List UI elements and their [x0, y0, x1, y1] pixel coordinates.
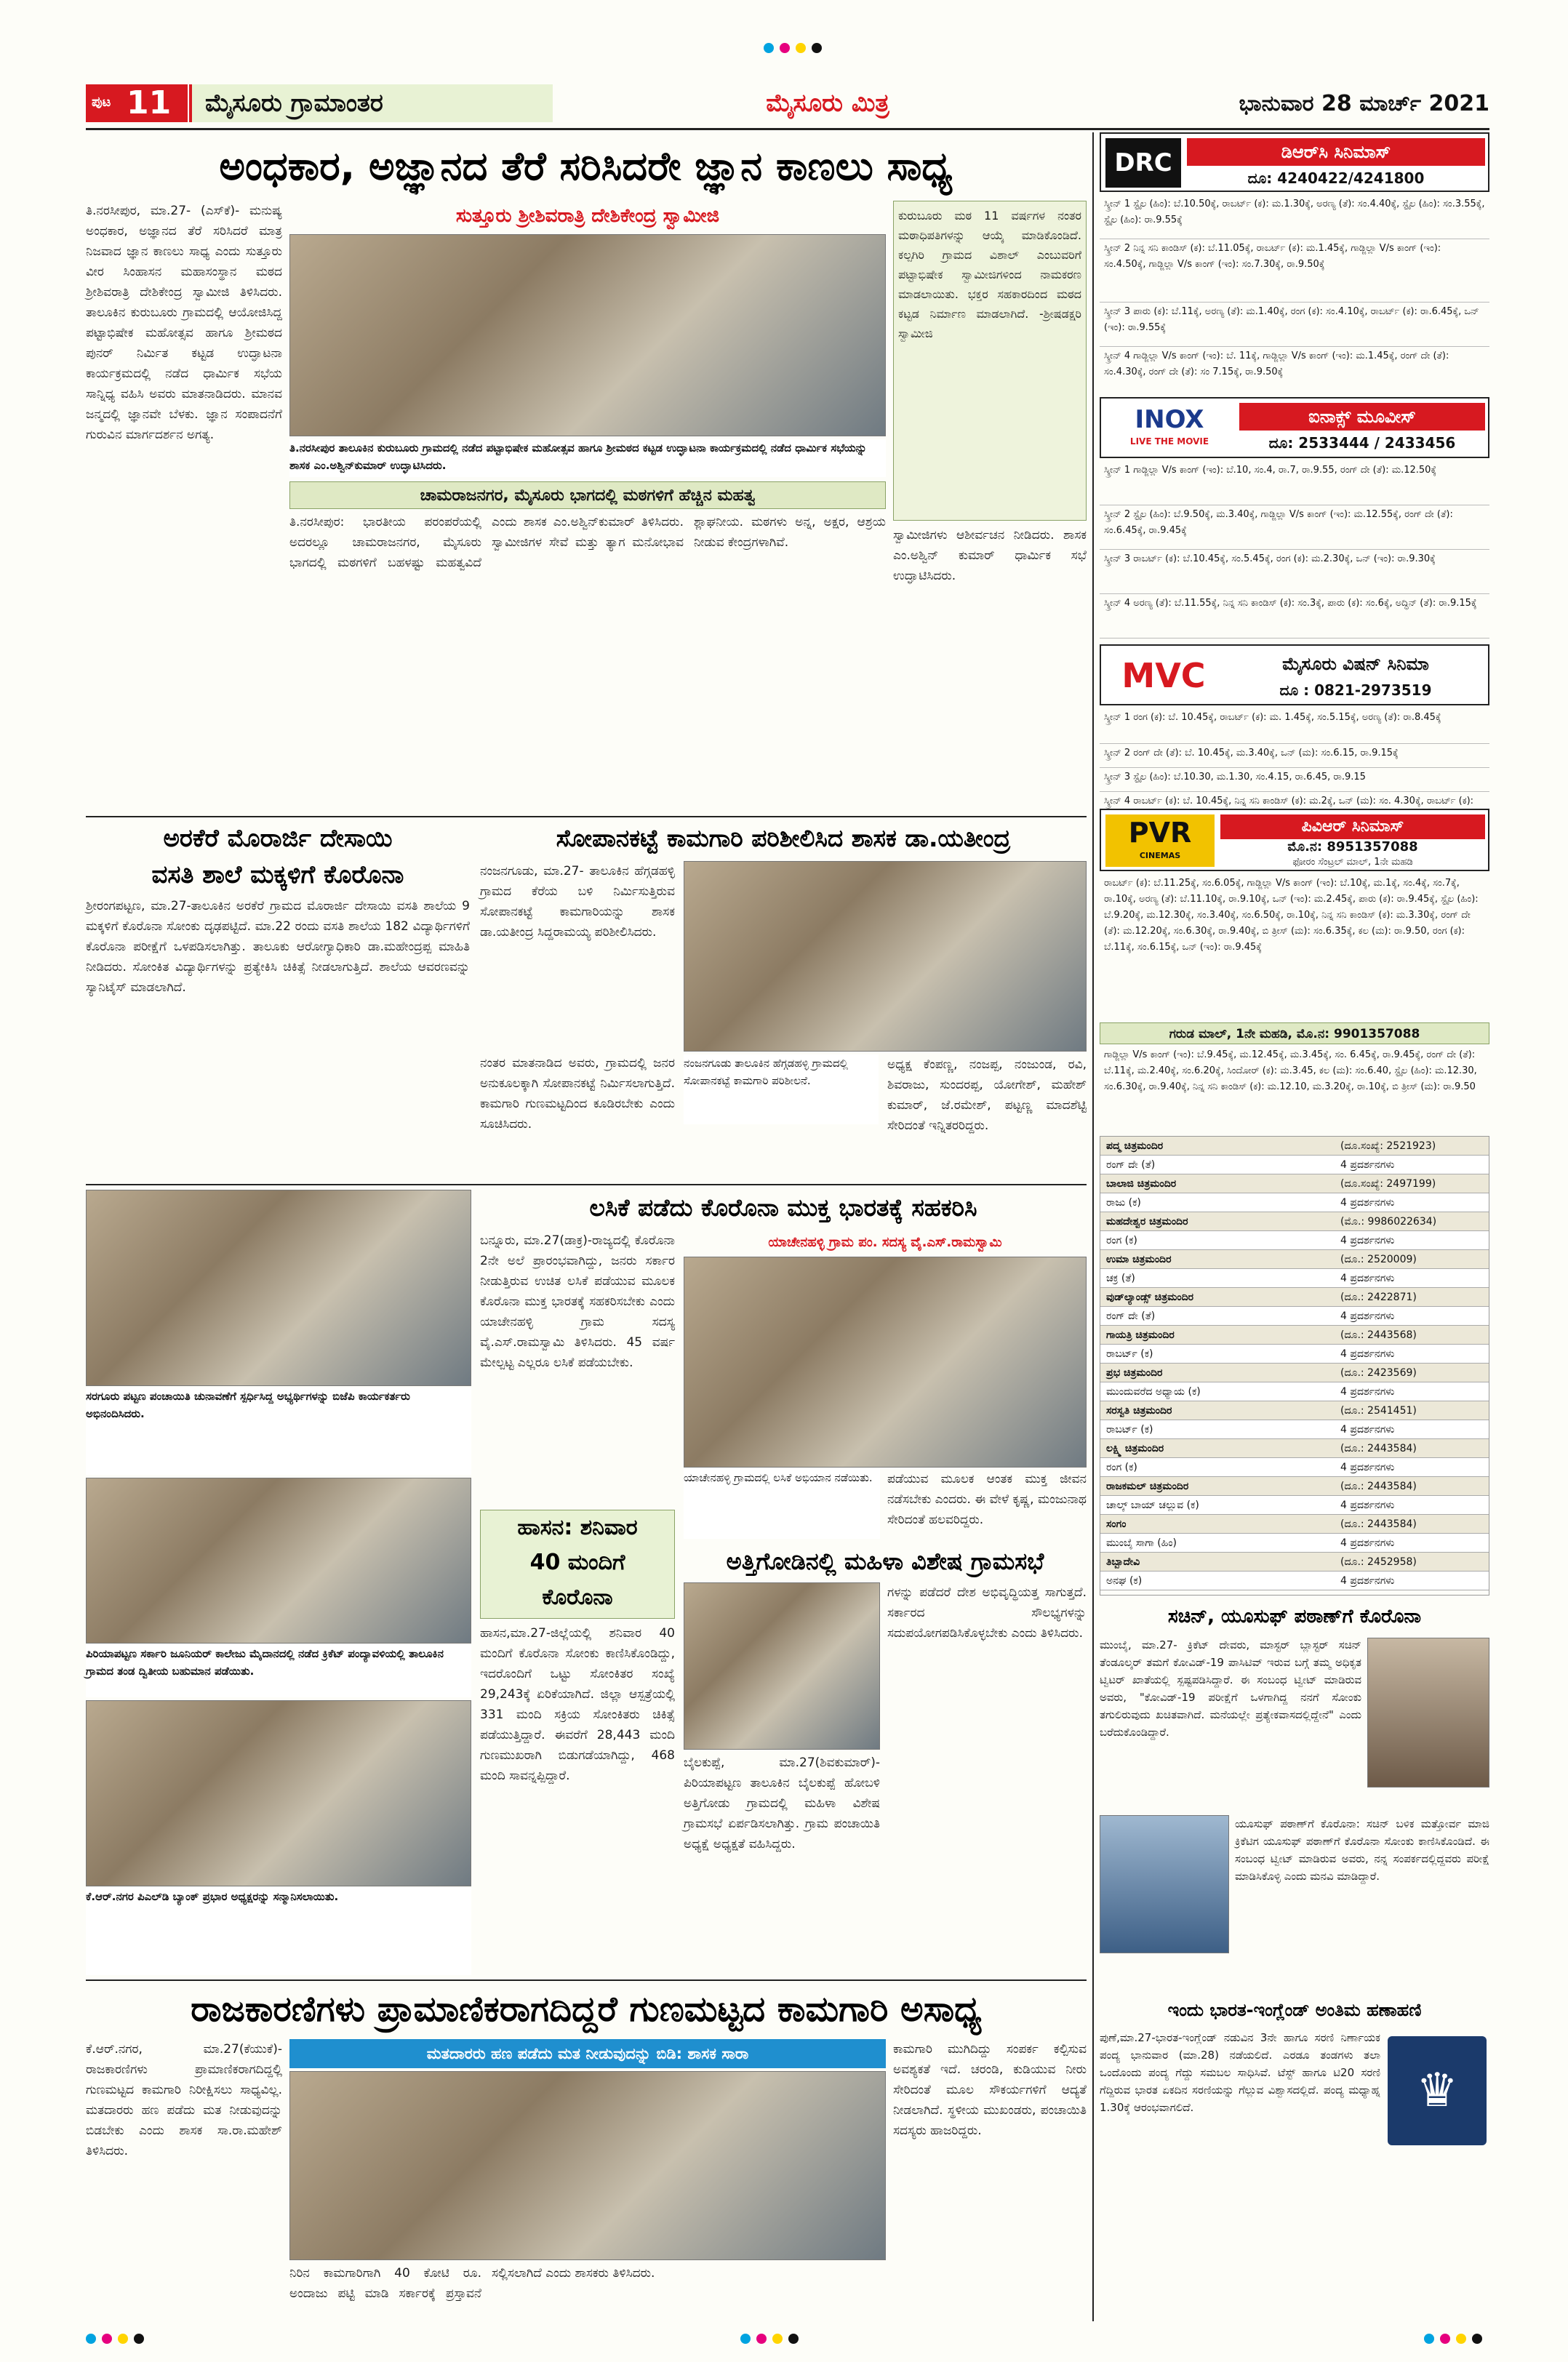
- theatre-detail: (ದೂ.: 2422871): [1340, 1292, 1417, 1303]
- registration-dot: [780, 43, 790, 53]
- theatre-name-row: [1100, 1364, 1489, 1382]
- theatre-label: ಪದ್ಮ ಚಿತ್ರಮಂದಿರ: [1106, 1140, 1164, 1152]
- theatre-label: ರಾಬರ್ಟ್ (ಕ): [1106, 1424, 1153, 1436]
- rajakarana-photo: [289, 2071, 886, 2260]
- theatre-label: ರಂಗ್ ದೇ (ತೆ): [1106, 1159, 1156, 1171]
- theatre-label: ಮುಂಬೈ ಸಾಗಾ (ಹಿಂ): [1106, 1537, 1177, 1549]
- hassan-headline-line1: ಹಾಸನ: ಶನಿವಾರ: [517, 1515, 638, 1540]
- section-rule-2: [86, 1184, 1087, 1185]
- inox-name: ಐನಾಕ್ಸ್ ಮೂವೀಸ್: [1239, 403, 1485, 431]
- theatre-label: ಚಕ್ರ (ತೆ): [1106, 1273, 1135, 1284]
- registration-dot: [772, 2334, 783, 2344]
- pvr-schedule: [1100, 874, 1489, 1020]
- theatre-detail: 4 ಪ್ರದರ್ಶನಗಳು: [1340, 1197, 1395, 1209]
- page-number: 11: [127, 84, 172, 121]
- rajakarana-col4-text: ಕಾಮಗಾರಿ ಮುಗಿದಿದ್ದು ಸಂಪರ್ಕ ಕಲ್ಪಿಸುವ ಅವಶ್ಯಕತೆ ಇದೆ. ಚರಂಡಿ, ಕುಡಿಯುವ ನೀರು ಸೇರಿದಂತೆ ಮೂಲ ಸೌಕರ್ಯಗಳಿಗೆ ಆದ್ಯತೆ ನೀಡಲಾಗಿದೆ. ಸ್ಥಳೀಯ ಮುಖಂಡರು, ಪಂಚಾಯಿತಿ ಸದಸ್ಯರು ಹಾಜರಿದ್ದರು.: [893, 2042, 1087, 2138]
- theatre-detail: 4 ಪ್ರದರ್ಶನಗಳು: [1340, 1462, 1395, 1473]
- lead-subhead: ಸುತ್ತೂರು ಶ್ರೀಶಿವರಾತ್ರಿ ದೇಶಿಕೇಂದ್ರ ಸ್ವಾಮೀಜಿ: [455, 205, 720, 227]
- theatre-label: ಸಂಗಂ: [1106, 1518, 1127, 1530]
- theatre-detail: (ದೂ.: 2452958): [1340, 1556, 1417, 1568]
- registration-dot: [134, 2334, 144, 2344]
- morarji-headline-line1: ಅರಕೆರೆ ಮೊರಾರ್ಜಿ ದೇಸಾಯಿ: [163, 824, 393, 853]
- newspaper-logo: ಮೈಸೂರು ಮಿತ್ರ: [766, 89, 889, 118]
- left-photo-1-caption: ಸರಗೂರು ಪಟ್ಟಣ ಪಂಚಾಯಿತಿ ಚುನಾವಣೆಗೆ ಸ್ಪರ್ಧಿಸಿದ್ದ ಅಭ್ಯರ್ಥಿಗಳನ್ನು ಬಿಜೆಪಿ ಕಾರ್ಯಕರ್ತರು ಅಭಿನಂದಿಸಿದರು.: [86, 1388, 471, 1475]
- mvc-phone: ದೂ : 0821-2973519: [1279, 681, 1432, 699]
- theatre-show-row: [1100, 1496, 1489, 1515]
- theatre-detail: (ದೂ.: 2520009): [1340, 1254, 1417, 1265]
- registration-dot: [740, 2334, 751, 2344]
- sopana-photo: [684, 861, 1087, 1052]
- theatre-detail: (ದೂ.: 2443584): [1340, 1443, 1417, 1454]
- lasike-caption: ಯಾಚೇನಹಳ್ಳಿ ಗ್ರಾಮದಲ್ಲಿ ಲಸಿಕೆ ಅಭಿಯಾನ ನಡೆಯಿತು.: [684, 1469, 880, 1539]
- theatre-name-row: [1100, 1477, 1489, 1496]
- registration-marks-top: [764, 41, 829, 55]
- theatre-name-row: [1100, 1137, 1489, 1156]
- left-photo-2-caption: ಪಿರಿಯಾಪಟ್ಟಣ ಸರ್ಕಾರಿ ಜೂನಿಯರ್ ಕಾಲೇಜು ಮೈದಾನದಲ್ಲಿ ನಡೆದ ಕ್ರಿಕೆಟ್ ಪಂದ್ಯಾವಳಿಯಲ್ಲಿ ತಾಲೂಕಿನ ಗ್ರಾಮದ ತಂಡ ದ್ವಿತೀಯ ಬಹುಮಾನ ಪಡೆಯಿತು.: [86, 1645, 471, 1697]
- theatre-detail: (ದೂ.: 2541451): [1340, 1405, 1417, 1417]
- theatre-list: [1100, 1136, 1489, 1596]
- lasike-headline: ಲಸಿಕೆ ಪಡೆದು ಕೊರೊನಾ ಮುಕ್ತ ಭಾರತಕ್ಕೆ ಸಹಕರಿಸಿ: [589, 1193, 977, 1222]
- registration-dot: [1456, 2334, 1466, 2344]
- drc-screen-row: ಸ್ಕ್ರೀನ್ 4 ಗಾಡ್ಜಿಲ್ಲಾ V/s ಕಾಂಗ್ (ಇಂ): ಬೆ. 11ಕ್ಕೆ, ಗಾಡ್ಜಿಲ್ಲಾ V/s ಕಾಂಗ್ (ಇಂ): ಮ.1.45ಕ್ಕೆ, ರಂಗ್ ದೇ (ತೆ): ಸಂ.4.30ಕ್ಕೆ, ರಂಗ್ ದೇ (ತೆ): ಸಂ 7.15ಕ್ಕೆ, ರಾ.9.50ಕ್ಕೆ: [1100, 347, 1489, 403]
- lead-col1-text: ತಿ.ನರಸೀಪುರ, ಮಾ.27- (ಎಸ್‌ಕೆ)- ಮನುಷ್ಯ ಅಂಧಕಾರ, ಅಜ್ಞಾನದ ತೆರೆ ಸರಿಸಿದರೆ ಮಾತ್ರ ನಿಜವಾದ ಜ್ಞಾನ ಕಾಣಲು ಸಾಧ್ಯ ಎಂದು ಸುತ್ತೂರು ವೀರ ಸಿಂಹಾಸನ ಮಹಾಸಂಸ್ಥಾನ ಮಠದ ಶ್ರೀಶಿವರಾತ್ರಿ ದೇಶಿಕೇಂದ್ರ ಸ್ವಾಮೀಜಿ ತಿಳಿಸಿದರು. ತಾಲೂಕಿನ ಕುರುಬೂರು ಗ್ರಾಮದಲ್ಲಿ ಆಯೋಜಿಸಿದ್ದ ಪಟ್ಟಾಭಿಷೇಕ ಮಹೋತ್ಸವ ಹಾಗೂ ಶ್ರೀಮಠದ ಪುನರ್ ನಿರ್ಮಿತ ಕಟ್ಟಡ ಉದ್ಘಾಟನಾ ಕಾರ್ಯಕ್ರಮದಲ್ಲಿ ನಡೆದ ಧಾರ್ಮಿಕ ಸಭೆಯ ಸಾನ್ನಿಧ್ಯ ವಹಿಸಿ ಅವರು ಮಾತನಾಡಿದರು. ಮಾನವ ಜನ್ಮದಲ್ಲಿ ಜ್ಞಾನವೇ ಬೆಳಕು. ಜ್ಞಾನ ಸಂಪಾದನೆಗೆ ಗುರುವಿನ ಮಾರ್ಗದರ್ಶನ ಅಗತ್ಯ.: [86, 204, 282, 442]
- inox-screen-row: ಸ್ಕ್ರೀನ್ 2 ಸ್ಟೈಲ (ಹಿಂ): ಬೆ.9.50ಕ್ಕೆ, ಮ.3.40ಕ್ಕೆ, ಗಾಡ್ಜಿಲ್ಲಾ V/s ಕಾಂಗ್ (ಇಂ): ಮ.12.55ಕ್ಕೆ, ರಂಗ್ ದೇ (ತೆ): ಸಂ.6.45ಕ್ಕೆ, ರಾ.9.45ಕ್ಕೆ: [1100, 505, 1489, 550]
- drc-schedule: [1100, 195, 1489, 391]
- theatre-label: ಲಕ್ಷ್ಮಿ ಚಿತ್ರಮಂದಿರ: [1106, 1443, 1164, 1454]
- sachin-text-1: ಮುಂಬೈ, ಮಾ.27- ಕ್ರಿಕೆಟ್ ದೇವರು, ಮಾಸ್ಟರ್ ಬ್ಲಾಸ್ಟರ್ ಸಚಿನ್ ತೆಂಡೂಲ್ಕರ್ ತಮಗೆ ಕೋವಿಡ್-19 ಪಾಸಿಟಿವ್ ಇರುವ ಬಗ್ಗೆ ತಮ್ಮ ಅಧಿಕೃತ ಟ್ವಿಟರ್ ಖಾತೆಯಲ್ಲಿ ಸ್ಪಷ್ಟಪಡಿಸಿದ್ದಾರೆ. ಈ ಸಂಬಂಧ ಟ್ವೀಟ್ ಮಾಡಿರುವ ಅವರು, "ಕೋವಿಡ್-19 ಪರೀಕ್ಷೆಗೆ ಒಳಗಾಗಿದ್ದ ನನಗೆ ಸೋಂಕು ತಗುಲಿರುವುದು ಖಚಿತವಾಗಿದೆ. ಮನೆಯಲ್ಲೇ ಪ್ರತ್ಯೇಕವಾಸದಲ್ಲಿದ್ದೇನೆ" ಎಂದು ಬರೆದುಕೊಂಡಿದ್ದಾರೆ.: [1100, 1638, 1361, 1739]
- inox-screen-row: ಸ್ಕ್ರೀನ್ 4 ಅರಣ್ಯ (ತೆ): ಬೆ.11.55ಕ್ಕೆ, ನಿನ್ನ ಸನಿ ಕಾಂಡಿಸ್ (ಕ): ಸಂ.3ಕ್ಕೆ, ಪಾರು (ಕ): ಸಂ.6ಕ್ಕೆ, ಅದ್ಧಿನ್ (ತೆ): ರಾ.9.15ಕ್ಕೆ: [1100, 594, 1489, 638]
- inox-phone: ದೂ: 2533444 / 2433456: [1268, 434, 1456, 452]
- yusuf-photo: [1100, 1815, 1229, 1953]
- section-rule-3: [86, 1979, 1087, 1981]
- theatre-name-row: [1100, 1326, 1489, 1345]
- registration-dot: [118, 2334, 128, 2344]
- theatre-detail: (ದೂ.: 2443568): [1340, 1329, 1417, 1341]
- sachin-photo: [1367, 1638, 1489, 1787]
- odi-headline: ಇಂದು ಭಾರತ-ಇಂಗ್ಲೆಂಡ್ ಅಂತಿಮ ಹಣಾಹಣಿ: [1167, 2000, 1422, 2020]
- theatre-label: ಗಾಯತ್ರಿ ಚಿತ್ರಮಂದಿರ: [1106, 1329, 1175, 1341]
- mahila-headline: ಅತ್ತಿಗೋಡಿನಲ್ಲಿ ಮಹಿಳಾ ವಿಶೇಷ ಗ್ರಾಮಸಭೆ: [726, 1548, 1044, 1575]
- mvc-cinema-box: [1100, 644, 1489, 705]
- theatre-label: ಬಾಲಾಜಿ ಚಿತ್ರಮಂದಿರ: [1106, 1178, 1177, 1190]
- rajakarana-col2-text: ನಿರಿನ ಕಾಮಗಾರಿಗಾಗಿ 40 ಕೋಟಿ ರೂ. ಅಂದಾಜು ಪಟ್ಟಿ ಮಾಡಿ ಸರ್ಕಾರಕ್ಕೆ ಪ್ರಸ್ತಾವನೆ ಸಲ್ಲಿಸಲಾಗಿದೆ ಎಂದು ಶಾಸಕರು ತಿಳಿಸಿದರು.: [289, 2266, 655, 2301]
- theatre-show-row: [1100, 1382, 1489, 1401]
- theatre-label: ಉಮಾ ಚಿತ್ರಮಂದಿರ: [1106, 1254, 1172, 1265]
- theatre-label: ಮುಂದುವರೆದ ಅಧ್ಯಾಯ (ಕ): [1106, 1386, 1201, 1398]
- theatre-show-row: [1100, 1420, 1489, 1439]
- theatre-label: ಮಹದೇಶ್ವರ ಚಿತ್ರಮಂದಿರ: [1106, 1216, 1188, 1228]
- registration-marks-bottom: [86, 2331, 1489, 2346]
- chamarajanagar-col4-text: ಸ್ವಾಮೀಜಿಗಳು ಆಶೀರ್ವಚನ ನೀಡಿದರು. ಶಾಸಕ ಎಂ.ಅಶ್ವಿನ್ ಕುಮಾರ್ ಧಾರ್ಮಿಕ ಸಭೆ ಉದ್ಘಾಟಿಸಿದರು.: [893, 528, 1087, 583]
- theatre-name-row: [1100, 1212, 1489, 1231]
- lions-emblem-icon: ♛: [1416, 2064, 1458, 2118]
- registration-dot: [788, 2334, 799, 2344]
- registration-dot: [86, 2334, 96, 2344]
- theatre-name-row: [1100, 1250, 1489, 1269]
- odi-text: ಪುಣೆ,ಮಾ.27-ಭಾರತ-ಇಂಗ್ಲೆಂಡ್ ನಡುವಿನ 3ನೇ ಹಾಗೂ ಸರಣಿ ನಿರ್ಣಾಯಕ ಪಂದ್ಯ ಭಾನುವಾರ (ಮಾ.28) ನಡೆಯಲಿದೆ. ಎರಡೂ ತಂಡಗಳು ತಲಾ ಒಂದೊಂದು ಪಂದ್ಯ ಗೆದ್ದು ಸಮಬಲ ಸಾಧಿಸಿವೆ. ಟೆಸ್ಟ್ ಹಾಗೂ ಟಿ20 ಸರಣಿ ಗೆದ್ದಿರುವ ಭಾರತ ಏಕದಿನ ಸರಣಿಯನ್ನು ಗೆಲ್ಲುವ ವಿಶ್ವಾಸದಲ್ಲಿದೆ. ಪಂದ್ಯ ಮಧ್ಯಾಹ್ನ 1.30ಕ್ಕೆ ಆರಂಭವಾಗಲಿದೆ.: [1100, 2031, 1380, 2114]
- garuda-header: ಗರುಡ ಮಾಲ್, 1ನೇ ಮಹಡಿ, ಮೊ.ನ: 9901357088: [1100, 1022, 1489, 1044]
- left-photo-2: [86, 1478, 471, 1644]
- theatre-show-row: [1100, 1307, 1489, 1326]
- theatre-show-row: [1100, 1458, 1489, 1477]
- drc-phone: ದೂ: 4240422/4241800: [1247, 169, 1425, 187]
- theatre-show-row: [1100, 1193, 1489, 1212]
- sopana-headline: ಸೋಪಾನಕಟ್ಟೆ ಕಾಮಗಾರಿ ಪರಿಶೀಲಿಸಿದ ಶಾಸಕ ಡಾ.ಯತೀಂದ್ರ: [556, 824, 1011, 852]
- theatre-show-row: [1100, 1572, 1489, 1590]
- lead-photo-caption: ತಿ.ನರಸೀಪುರ ತಾಲೂಕಿನ ಕುರುಬೂರು ಗ್ರಾಮದಲ್ಲಿ ನಡೆದ ಪಟ್ಟಾಭಿಷೇಕ ಮಹೋತ್ಸವ ಹಾಗೂ ಶ್ರೀಮಠದ ಕಟ್ಟಡ ಉದ್ಘಾಟನಾ ಕಾರ್ಯಕ್ರಮದಲ್ಲಿ ನಡೆದ ಧಾರ್ಮಿಕ ಸಭೆಯನ್ನು ಶಾಸಕ ಎಂ.ಅಶ್ವಿನ್‌ಕುಮಾರ್ ಉದ್ಘಾಟಿಸಿದರು.: [289, 439, 886, 477]
- theatre-name-row: [1100, 1515, 1489, 1534]
- theatre-label: ಪ್ರಭ ಚಿತ್ರಮಂದಿರ: [1106, 1367, 1163, 1379]
- theatre-show-row: [1100, 1269, 1489, 1288]
- theatre-name-row: [1100, 1288, 1489, 1307]
- lasike-text: ಬನ್ನೂರು, ಮಾ.27(ಡಾಕ್ರ)-ರಾಜ್ಯದಲ್ಲಿ ಕೊರೊನಾ 2ನೇ ಅಲೆ ಪ್ರಾರಂಭವಾಗಿದ್ದು, ಜನರು ಸರ್ಕಾರ ನೀಡುತ್ತಿರುವ ಉಚಿತ ಲಸಿಕೆ ಪಡೆಯುವ ಮೂಲಕ ಕೊರೊನಾ ಮುಕ್ತ ಭಾರತಕ್ಕೆ ಸಹಕರಿಸಬೇಕು ಎಂದು ಯಾಚೇನಹಳ್ಳಿ ಗ್ರಾಮ ಸದಸ್ಯ ವೈ.ಎಸ್.ರಾಮಸ್ವಾಮಿ ತಿಳಿಸಿದರು. 45 ವರ್ಷ ಮೇಲ್ಪಟ್ಟ ಎಲ್ಲರೂ ಲಸಿಕೆ ಪಡೆಯಬೇಕು.: [480, 1233, 675, 1370]
- hassan-headline-line3: ಕೊರೊನಾ: [542, 1585, 613, 1610]
- column-divider: [1092, 132, 1094, 2321]
- theatre-label: ರಾಜು (ಕ): [1106, 1197, 1141, 1209]
- pvr-phone: ಮೊ.ನ: 8951357088: [1287, 839, 1418, 854]
- lasike-subhead: ಯಾಚೇನಹಳ್ಳಿ ಗ್ರಾಮ ಪಂ. ಸದಸ್ಯ ವೈ.ಎಸ್.ರಾಮಸ್ವಾಮಿ: [768, 1235, 1002, 1250]
- lead-headline: ಅಂಧಕಾರ, ಅಜ್ಞಾನದ ತೆರೆ ಸರಿಸಿದರೇ ಜ್ಞಾನ ಕಾಣಲು ಸಾಧ್ಯ: [219, 143, 953, 189]
- issue-date: ಭಾನುವಾರ 28 ಮಾರ್ಚ್ 2021: [1239, 91, 1489, 116]
- registration-dot: [1424, 2334, 1434, 2344]
- section-title: ಮೈಸೂರು ಗ್ರಾಮಾಂತರ: [189, 84, 553, 122]
- mahila-col3-text: ಗಳನ್ನು ಪಡೆದರೆ ದೇಶ ಅಭಿವೃದ್ಧಿಯತ್ತ ಸಾಗುತ್ತದೆ. ಸರ್ಕಾರದ ಸೌಲಭ್ಯಗಳನ್ನು ಸದುಪಯೋಗಪಡಿಸಿಕೊಳ್ಳಬೇಕು ಎಂದು ತಿಳಿಸಿದರು.: [887, 1585, 1087, 1641]
- mvc-screen-row: ಸ್ಕ್ರೀನ್ 2 ರಂಗ್ ದೇ (ತೆ): ಬೆ. 10.45ಕ್ಕೆ, ಮ.3.40ಕ್ಕೆ, ಒನ್ (ಮ): ಸಂ.6.15, ರಾ.9.15ಕ್ಕೆ: [1100, 744, 1489, 768]
- registration-dot: [1472, 2334, 1482, 2344]
- sachin-text-2: ಯೂಸುಫ್ ಪಠಾಣ್‌ಗೆ ಕೊರೊನಾ: ಸಚಿನ್ ಬಳಿಕ ಮತ್ತೋರ್ವ ಮಾಜಿ ಕ್ರಿಕೆಟಿಗ ಯೂಸುಫ್ ಪಠಾಣ್‌ಗೆ ಕೊರೊನಾ ಸೋಂಕು ಕಾಣಿಸಿಕೊಂಡಿದೆ. ಈ ಸಂಬಂಧ ಟ್ವೀಟ್ ಮಾಡಿರುವ ಅವರು, ನನ್ನ ಸಂಪರ್ಕದಲ್ಲಿದ್ದವರು ಪರೀಕ್ಷೆ ಮಾಡಿಸಿಕೊಳ್ಳಿ ಎಂದು ಮನವಿ ಮಾಡಿದ್ದಾರೆ.: [1235, 1817, 1489, 1883]
- inox-screen-row: ಸ್ಕ್ರೀನ್ 1 ಗಾಡ್ಜಿಲ್ಲಾ V/s ಕಾಂಗ್ (ಇಂ): ಬೆ.10, ಸಂ.4, ರಾ.7, ರಾ.9.55, ರಂಗ್ ದೇ (ತೆ): ಮ.12.50ಕ್ಕೆ: [1100, 461, 1489, 505]
- theatre-detail: 4 ಪ್ರದರ್ಶನಗಳು: [1340, 1273, 1395, 1284]
- ecb-logo: [1388, 2036, 1487, 2145]
- drc-logo: DRC: [1105, 138, 1181, 188]
- inox-cinema-box: [1100, 397, 1489, 458]
- chamarajanagar-headline-bar: ಚಾಮರಾಜನಗರ, ಮೈಸೂರು ಭಾಗದಲ್ಲಿ ಮಠಗಳಿಗೆ ಹೆಚ್ಚಿನ ಮಹತ್ವ: [289, 481, 886, 509]
- theatre-detail: 4 ಪ್ರದರ್ಶನಗಳು: [1340, 1537, 1395, 1549]
- masthead-rule: [86, 128, 1489, 130]
- theatre-label: ವುಡ್‌ಲ್ಯಾಂಡ್ಸ್ ಚಿತ್ರಮಂದಿರ: [1106, 1292, 1194, 1303]
- garuda-schedule-text: ಗಾಡ್ಜಿಲ್ಲಾ V/s ಕಾಂಗ್ (ಇಂ): ಬೆ.9.45ಕ್ಕೆ, ಮ.12.45ಕ್ಕೆ, ಮ.3.45ಕ್ಕೆ, ಸಂ. 6.45ಕ್ಕೆ, ರಾ.9.45ಕ್ಕೆ, ರಂಗ್ ದೇ (ತೆ): ಬೆ.11ಕ್ಕೆ, ಮ.2.40ಕ್ಕೆ, ಸಂ.6.20ಕ್ಕೆ, ಸಿಂದೋರ್ (ಕ): ಮ.3.45, ಕಲ (ಮ): ಸಂ.6.40, ಸ್ಟೈಲ (ಹಿಂ): ಮ.12.30, ಸಂ.6.30ಕ್ಕೆ, ರಾ.9.40ಕ್ಕೆ, ನಿನ್ನ ಸನಿ ಕಾಂಡಿಸ್ (ಕ): ಮ.12.10, ಮ.3.20ಕ್ಕೆ, ರಾ.10ಕ್ಕೆ, ಬಿ ತ್ರೀಸ್ (ಮ): ರಾ.9.50: [1104, 1049, 1477, 1092]
- garuda-schedule: [1100, 1046, 1489, 1132]
- theatre-show-row: [1100, 1231, 1489, 1250]
- morarji-text: ಶ್ರೀರಂಗಪಟ್ಟಣ, ಮಾ.27-ತಾಲೂಕಿನ ಅರಕೆರೆ ಗ್ರಾಮದ ಮೊರಾರ್ಜಿ ದೇಸಾಯಿ ವಸತಿ ಶಾಲೆಯ 9 ಮಕ್ಕಳಿಗೆ ಕೊರೊನಾ ಸೋಂಕು ದೃಢಪಟ್ಟಿದೆ. ಮಾ.22 ರಂದು ವಸತಿ ಶಾಲೆಯ 182 ವಿದ್ಯಾರ್ಥಿಗಳಿಗೆ ಕೊರೊನಾ ಪರೀಕ್ಷೆಗೆ ಒಳಪಡಿಸಲಾಗಿತ್ತು. ತಾಲೂಕು ಆರೋಗ್ಯಾಧಿಕಾರಿ ಡಾ.ಮಹೇಂದ್ರಪ್ಪ ಮಾಹಿತಿ ನೀಡಿದರು. ಸೋಂಕಿತ ವಿದ್ಯಾರ್ಥಿಗಳನ್ನು ಪ್ರತ್ಯೇಕಿಸಿ ಚಿಕಿತ್ಸೆ ನೀಡಲಾಗುತ್ತಿದೆ. ಶಾಲೆಯ ಆವರಣವನ್ನು ಸ್ಯಾನಿಟೈಸ್ ಮಾಡಲಾಗಿದೆ.: [86, 899, 470, 995]
- drc-screen-row: ಸ್ಕ್ರೀನ್ 3 ಪಾರು (ಕ): ಬೆ.11ಕ್ಕೆ, ಅರಣ್ಯ (ತೆ): ಮ.1.40ಕ್ಕೆ, ರಂಗ (ಕ): ಸಂ.4.10ಕ್ಕೆ, ರಾಬರ್ಟ್ (ಕ): ರಾ.6.45ಕ್ಕೆ, ಒನ್ (ಇಂ): ರಾ.9.55ಕ್ಕೆ: [1100, 303, 1489, 347]
- theatre-label: ಅನಘ (ಕ): [1106, 1575, 1143, 1587]
- theatre-detail: 4 ಪ್ರದರ್ಶನಗಳು: [1340, 1424, 1395, 1436]
- morarji-headline: [86, 820, 470, 893]
- pvr-address: ಫೋರಂ ಸೆಂಟ್ರಲ್ ಮಾಲ್, 1ನೇ ಮಹಡಿ: [1292, 857, 1413, 868]
- left-photo-1: [86, 1190, 471, 1386]
- registration-dot: [756, 2334, 767, 2344]
- registration-dot: [796, 43, 806, 53]
- theatre-name-row: [1100, 1401, 1489, 1420]
- lasike-photo: [684, 1257, 1087, 1468]
- theatre-label: ರಂಗ (ಕ): [1106, 1235, 1137, 1246]
- theatre-label: ತಿಬ್ಬಾದೇವಿ: [1106, 1556, 1140, 1568]
- theatre-label: ರಾಬರ್ಟ್ (ಕ): [1106, 1348, 1153, 1360]
- theatre-detail: (ದೂ.ಸಂಖ್ಯೆ: 2497199): [1340, 1178, 1436, 1190]
- drc-cinema-box: [1100, 132, 1489, 192]
- inox-screen-row: ಸ್ಕ್ರೀನ್ 3 ರಾಬರ್ಟ್ (ಕ): ಬೆ.10.45ಕ್ಕೆ, ಸಂ.5.45ಕ್ಕೆ, ರಂಗ (ಕ): ಮ.2.30ಕ್ಕೆ, ಒನ್ (ಇಂ): ರಾ.9.30ಕ್ಕೆ: [1100, 550, 1489, 594]
- inox-schedule: [1100, 461, 1489, 641]
- sopana-col4-text: ಅಧ್ಯಕ್ಷ ಕೆಂಪಣ್ಣ, ನಂಜಪ್ಪ, ನಂಜುಂಡ, ರವಿ, ಶಿವರಾಜು, ಸುಂದರಪ್ಪ, ಯೋಗೇಶ್, ಮಹೇಶ್ ಕುಮಾರ್, ಜೆ.ರಮೇಶ್, ಪಟ್ಟಣ್ಣ ಮಾದಶೆಟ್ಟಿ ಸೇರಿದಂತೆ ಇನ್ನಿತರರಿದ್ದರು.: [887, 1057, 1087, 1133]
- theatre-show-row: [1100, 1534, 1489, 1553]
- theatre-label: ರಂಗ (ಕ): [1106, 1462, 1137, 1473]
- morarji-headline-line2: ವಸತಿ ಶಾಲೆ ಮಕ್ಕಳಿಗೆ ಕೊರೊನಾ: [151, 860, 404, 889]
- theatre-name-row: [1100, 1553, 1489, 1572]
- page-label: ಪುಟ: [92, 95, 111, 110]
- rajakarana-headline: ರಾಜಕಾರಣಿಗಳು ಪ್ರಾಮಾಣಿಕರಾಗದಿದ್ದರೆ ಗುಣಮಟ್ಟದ ಕಾಮಗಾರಿ ಅಸಾಧ್ಯ: [191, 1989, 982, 2030]
- theatre-show-row: [1100, 1345, 1489, 1364]
- theatre-name-row: [1100, 1174, 1489, 1193]
- lasike-col3-text: ಪಡೆಯುವ ಮೂಲಕ ಆಂತಕ ಮುಕ್ತ ಜೀವನ ನಡೆಸಬೇಕು ಎಂದರು. ಈ ವೇಳೆ ಕೃಷ್ಣ, ಮಂಜುನಾಥ ಸೇರಿದಂತೆ ಹಲವರಿದ್ದರು.: [887, 1472, 1087, 1527]
- registration-dot: [102, 2334, 112, 2344]
- pvr-schedule-text: ರಾಬರ್ಟ್ (ಕ): ಬೆ.11.25ಕ್ಕೆ, ಸಂ.6.05ಕ್ಕೆ, ಗಾಡ್ಜಿಲ್ಲಾ V/s ಕಾಂಗ್ (ಇಂ): ಬೆ.10ಕ್ಕೆ, ಮ.1ಕ್ಕೆ, ಸಂ.4ಕ್ಕೆ, ಸಂ.7ಕ್ಕೆ, ರಾ.10ಕ್ಕೆ, ಅರಣ್ಯ (ತೆ): ಬೆ.11.10ಕ್ಕೆ, ರಾ.9.10ಕ್ಕೆ, ಒನ್ (ಇಂ): ಮ.2.45ಕ್ಕೆ, ಪಾರು (ಕ): ರಾ.9.45ಕ್ಕೆ, ಸ್ಟೈಲ (ಹಿಂ): ಬೆ.9.20ಕ್ಕೆ, ಮ.12.30ಕ್ಕೆ, ಸಂ.3.40ಕ್ಕೆ, ಸಂ.6.50ಕ್ಕೆ, ರಾ.10ಕ್ಕೆ, ನಿನ್ನ ಸನಿ ಕಾಂಡಿಸ್ (ಕ): ಮ.3.30ಕ್ಕೆ, ರಂಗ್ ದೇ (ತೆ): ಮ.12.20ಕ್ಕೆ, ಸಂ.6.30ಕ್ಕೆ, ರಾ.9.40ಕ್ಕೆ, ಬಿ ತ್ರೀಸ್ (ಮ): ಸಂ.6.35ಕ್ಕೆ, ಕಲ (ಮ): ರಾ.9.50, ರಂಗ (ಕ): ಬೆ.11ಕ್ಕೆ, ಸಂ.6.15ಕ್ಕೆ, ಒನ್ (ಇಂ): ರಾ.9.45ಕ್ಕೆ: [1104, 878, 1479, 953]
- theatre-name-row: [1100, 1439, 1489, 1458]
- mvc-screen-row: ಸ್ಕ್ರೀನ್ 1 ರಂಗ (ಕ): ಬೆ. 10.45ಕ್ಕೆ, ರಾಬರ್ಟ್ (ಕ): ಮ. 1.45ಕ್ಕೆ, ಸಂ.5.15ಕ್ಕೆ, ಅರಣ್ಯ (ತೆ): ರಾ.8.45ಕ್ಕೆ: [1100, 708, 1489, 744]
- sopana-col2-text: ನಂತರ ಮಾತನಾಡಿದ ಅವರು, ಗ್ರಾಮದಲ್ಲಿ ಜನರ ಅನುಕೂಲಕ್ಕಾಗಿ ಸೋಪಾನಕಟ್ಟೆ ನಿರ್ಮಿಸಲಾಗುತ್ತಿದೆ. ಕಾಮಗಾರಿ ಗುಣಮಟ್ಟದಿಂದ ಕೂಡಿರಬೇಕು ಎಂದು ಸೂಚಿಸಿದರು.: [480, 1056, 675, 1132]
- rajakarana-subhead-bar: ಮತದಾರರು ಹಣ ಪಡೆದು ಮತ ನೀಡುವುದನ್ನು ಬಿಡಿ: ಶಾಸಕ ಸಾರಾ: [289, 2039, 886, 2068]
- rajakarana-col1-text: ಕೆ.ಆರ್.ನಗರ, ಮಾ.27(ಕೆಯುಕೆ)- ರಾಜಕಾರಣಿಗಳು ಪ್ರಾಮಾಣಿಕರಾಗದಿದ್ದಲ್ಲಿ ಗುಣಮಟ್ಟದ ಕಾಮಗಾರಿ ನಿರೀಕ್ಷಿಸಲು ಸಾಧ್ಯವಿಲ್ಲ. ಮತದಾರರು ಹಣ ಪಡೆದು ಮತ ನೀಡುವುದನ್ನು ಬಿಡಬೇಕು ಎಂದು ಶಾಸಕ ಸಾ.ರಾ.ಮಹೇಶ್ ತಿಳಿಸಿದರು.: [86, 2042, 282, 2158]
- mvc-schedule: [1100, 708, 1489, 806]
- theatre-detail: 4 ಪ್ರದರ್ಶನಗಳು: [1340, 1310, 1395, 1322]
- left-photo-3-caption: ಕೆ.ಆರ್.ನಗರ ಪಿಎಲ್‌ಡಿ ಬ್ಯಾಂಕ್ ಪ್ರಭಾರ ಅಧ್ಯಕ್ಷರನ್ನು ಸನ್ಮಾನಿಸಲಾಯಿತು.: [86, 1888, 471, 1975]
- drc-screen-row: ಸ್ಕ್ರೀನ್ 1 ಸ್ಟೈಲ (ಹಿಂ): ಬೆ.10.50ಕ್ಕೆ, ರಾಬರ್ಟ್ (ಕ): ಮ.1.30ಕ್ಕೆ, ಅರಣ್ಯ (ತೆ): ಸಂ.4.40ಕ್ಕೆ, ಸ್ಟೈಲ (ಹಿಂ): ಸಂ.3.55ಕ್ಕೆ, ಸ್ಟೈಲ (ಹಿಂ): ರಾ.9.55ಕ್ಕೆ: [1100, 195, 1489, 239]
- theatre-detail: (ಮೊ.: 9986022634): [1340, 1216, 1437, 1228]
- mahila-text: ಬೈಲಕುಪ್ಪೆ, ಮಾ.27(ಶಿವಕುಮಾರ್)- ಪಿರಿಯಾಪಟ್ಟಣ ತಾಲೂಕಿನ ಬೈಲಕುಪ್ಪೆ ಹೋಬಳಿ ಅತ್ತಿಗೋಡು ಗ್ರಾಮದಲ್ಲಿ ಮಹಿಳಾ ವಿಶೇಷ ಗ್ರಾಮಸಭೆ ಏರ್ಪಡಿಸಲಾಗಿತ್ತು. ಗ್ರಾಮ ಪಂಚಾಯಿತಿ ಅಧ್ಯಕ್ಷೆ ಅಧ್ಯಕ್ಷತೆ ವಹಿಸಿದ್ದರು.: [684, 1756, 880, 1851]
- theatre-detail: 4 ಪ್ರದರ್ಶನಗಳು: [1340, 1235, 1395, 1246]
- lead-sidebar-text: ಕುರುಬೂರು ಮಠ 11 ವರ್ಷಗಳ ನಂತರ ಮಠಾಧಿಪತಿಗಳನ್ನು ಆಯ್ಕೆ ಮಾಡಿಕೊಂಡಿದೆ. ಕಲ್ಪಗಿರಿ ಗ್ರಾಮದ ವಿಶಾಲ್ ಎಂಬುವರಿಗೆ ಪಟ್ಟಾಭಿಷೇಕ ಸ್ವಾಮೀಜಿಗಳಿಂದ ನಾಮಕರಣ ಮಾಡಲಾಯಿತು. ಭಕ್ತರ ಸಹಕಾರದಿಂದ ಮಠದ ಕಟ್ಟಡ ನಿರ್ಮಾಣ ಮಾಡಲಾಗಿದೆ. -ಶ್ರೀಷಡಕ್ಷರಿ ಸ್ವಾಮೀಜಿ: [898, 209, 1081, 340]
- registration-dot: [764, 43, 774, 53]
- masthead: [86, 81, 1489, 127]
- chamarajanagar-text: ತಿ.ನರಸೀಪುರ: ಭಾರತೀಯ ಪರಂಪರೆಯಲ್ಲಿ ಅದರಲ್ಲೂ ಚಾಮರಾಜನಗರ, ಮೈಸೂರು ಭಾಗದಲ್ಲಿ ಮಠಗಳಿಗೆ ಬಹಳಷ್ಟು ಮಹತ್ವವಿದೆ ಎಂದು ಶಾಸಕ ಎಂ.ಅಶ್ವಿನ್‌ಕುಮಾರ್ ತಿಳಿಸಿದರು. ಸ್ವಾಮೀಜಿಗಳ ಸೇವೆ ಮತ್ತು ತ್ಯಾಗ ಮನೋಭಾವ ಶ್ಲಾಘನೀಯ. ಮಠಗಳು ಅನ್ನ, ಅಕ್ಷರ, ಆಶ್ರಯ ನೀಡುವ ಕೇಂದ್ರಗಳಾಗಿವೆ.: [289, 515, 886, 570]
- theatre-detail: (ದೂ.: 2423569): [1340, 1367, 1417, 1379]
- hassan-headline-box: [480, 1510, 675, 1619]
- pvr-cinema-box: [1100, 809, 1489, 871]
- mahila-photo: [684, 1582, 880, 1750]
- pvr-name: ಪಿವಿಆರ್ ಸಿನಿಮಾಸ್: [1220, 814, 1485, 839]
- pvr-logo: PVR CINEMAS: [1105, 814, 1215, 867]
- lead-sidebar-box: [893, 201, 1087, 521]
- drc-screen-row: ಸ್ಕ್ರೀನ್ 2 ನಿನ್ನ ಸನಿ ಕಾಂಡಿಸ್ (ಕ): ಬೆ.11.05ಕ್ಕೆ, ರಾಬರ್ಟ್ (ಕ): ಮ.1.45ಕ್ಕೆ, ಗಾಡ್ಜಿಲ್ಲಾ V/s ಕಾಂಗ್ (ಇಂ): ಸಂ.4.50ಕ್ಕೆ, ಗಾಡ್ಜಿಲ್ಲಾ V/s ಕಾಂಗ್ (ಇಂ): ಸಂ.7.30ಕ್ಕೆ, ರಾ.9.50ಕ್ಕೆ: [1100, 239, 1489, 303]
- sopana-caption: ನಂಜನಗೂಡು ತಾಲೂಕಿನ ಹೆಗ್ಗಡಹಳ್ಳಿ ಗ್ರಾಮದಲ್ಲಿ ಸೋಪಾನಕಟ್ಟೆ ಕಾಮಗಾರಿ ಪರಿಶೀಲನೆ.: [684, 1054, 879, 1124]
- theatre-detail: (ದೂ.: 2443584): [1340, 1518, 1417, 1530]
- theatre-detail: 4 ಪ್ರದರ್ಶನಗಳು: [1340, 1386, 1395, 1398]
- inox-logo: INOX LIVE THE MOVIE: [1105, 403, 1233, 454]
- section-rule-1: [86, 816, 1087, 817]
- theatre-show-row: [1100, 1156, 1489, 1174]
- theatre-label: ರಂಗ್ ದೇ (ತೆ): [1106, 1310, 1156, 1322]
- sopana-col1-text: ನಂಜನಗೂಡು, ಮಾ.27- ತಾಲೂಕಿನ ಹೆಗ್ಗಡಹಳ್ಳಿ ಗ್ರಾಮದ ಕೆರೆಯ ಬಳಿ ನಿರ್ಮಿಸುತ್ತಿರುವ ಸೋಪಾನಕಟ್ಟೆ ಕಾಮಗಾರಿಯನ್ನು ಶಾಸಕ ಡಾ.ಯತೀಂದ್ರ ಸಿದ್ದರಾಮಯ್ಯ ಪರಿಶೀಲಿಸಿದರು.: [480, 864, 675, 940]
- theatre-detail: 4 ಪ್ರದರ್ಶನಗಳು: [1340, 1159, 1395, 1171]
- theatre-detail: 4 ಪ್ರದರ್ಶನಗಳು: [1340, 1575, 1395, 1587]
- mvc-logo: MVC: [1121, 656, 1206, 695]
- theatre-label: ಚಾಲ್ಕ್ ಬಾಯ್ ಚಲ್ಲುವ (ಕ): [1106, 1500, 1199, 1511]
- left-photo-3: [86, 1700, 471, 1886]
- sachin-headline: ಸಚಿನ್, ಯೂಸುಫ್ ಪಠಾಣ್‌ಗೆ ಕೊರೊನಾ: [1167, 1606, 1422, 1628]
- lead-photo: [289, 234, 886, 436]
- hassan-headline-line2: 40 ಮಂದಿಗೆ: [529, 1550, 625, 1575]
- hassan-text: ಹಾಸನ,ಮಾ.27-ಜಿಲ್ಲೆಯಲ್ಲಿ ಶನಿವಾರ 40 ಮಂದಿಗೆ ಕೊರೊನಾ ಸೋಂಕು ಕಾಣಿಸಿಕೊಂಡಿದ್ದು, ಇದರೊಂದಿಗೆ ಒಟ್ಟು ಸೋಂಕಿತರ ಸಂಖ್ಯೆ 29,243ಕ್ಕೆ ಏರಿಕೆಯಾಗಿದೆ. ಜಿಲ್ಲಾ ಆಸ್ಪತ್ರೆಯಲ್ಲಿ 331 ಮಂದಿ ಸಕ್ರಿಯ ಸೋಂಕಿತರು ಚಿಕಿತ್ಸೆ ಪಡೆಯುತ್ತಿದ್ದಾರೆ. ಈವರೆಗೆ 28,443 ಮಂದಿ ಗುಣಮುಖರಾಗಿ ಬಿಡುಗಡೆಯಾಗಿದ್ದು, 468 ಮಂದಿ ಸಾವನ್ನಪ್ಪಿದ್ದಾರೆ.: [480, 1626, 675, 1783]
- page-number-badge: [86, 84, 188, 122]
- theatre-label: ರಾಜಕಮಲ್ ಚಿತ್ರಮಂದಿರ: [1106, 1481, 1189, 1492]
- drc-name: ಡಿಆರ್‌ಸಿ ಸಿನಿಮಾಸ್: [1187, 138, 1485, 166]
- registration-dot: [1440, 2334, 1450, 2344]
- mvc-name: ಮೈಸೂರು ವಿಷನ್ ಸಿನಿಮಾ: [1282, 654, 1429, 674]
- theatre-detail: (ದೂ.: 2443584): [1340, 1481, 1417, 1492]
- theatre-detail: 4 ಪ್ರದರ್ಶನಗಳು: [1340, 1500, 1395, 1511]
- theatre-label: ಸರಸ್ವತಿ ಚಿತ್ರಮಂದಿರ: [1106, 1405, 1172, 1417]
- mvc-screen-row: ಸ್ಕ್ರೀನ್ 4 ರಾಬರ್ಟ್ (ಕ): ಬೆ. 10.45ಕ್ಕೆ, ನಿನ್ನ ಸನಿ ಕಾಂಡಿಸ್ (ಕ): ಮ.2ಕ್ಕೆ, ಒನ್ (ಮ): ಸಂ. 4.30ಕ್ಕೆ, ರಾಬರ್ಟ್ (ಕ):: [1100, 792, 1489, 820]
- theatre-detail: (ದೂ.ಸಂಖ್ಯೆ: 2521923): [1340, 1140, 1436, 1152]
- mvc-screen-row: ಸ್ಕ್ರೀನ್ 3 ಸ್ಟೈಲ (ಹಿಂ): ಬೆ.10.30, ಮ.1.30, ಸಂ.4.15, ರಾ.6.45, ರಾ.9.15: [1100, 768, 1489, 792]
- registration-dot: [812, 43, 822, 53]
- theatre-detail: 4 ಪ್ರದರ್ಶನಗಳು: [1340, 1348, 1395, 1360]
